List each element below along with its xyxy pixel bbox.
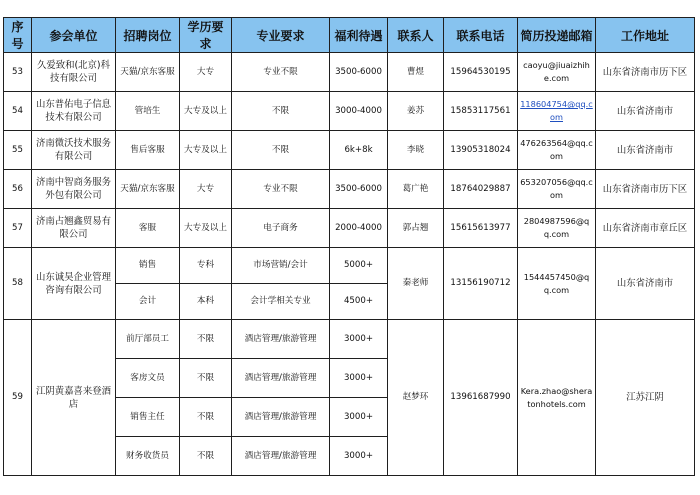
- contact-person: 赵梦环: [388, 320, 444, 476]
- job-title: 前厅部员工: [116, 320, 180, 359]
- contact-person: 曹煜: [388, 53, 444, 92]
- pay: 3000+: [330, 398, 388, 437]
- pay: 5000+: [330, 248, 388, 284]
- education: 专科: [180, 248, 232, 284]
- contact-person: 秦老师: [388, 248, 444, 320]
- pay: 6k+8k: [330, 131, 388, 170]
- education: 本科: [180, 284, 232, 320]
- job-title: 销售: [116, 248, 180, 284]
- company-name: 济南微沃技术服务有限公司: [32, 131, 116, 170]
- company-name: 济南占翘鑫贸易有限公司: [32, 209, 116, 248]
- major: 酒店管理/旅游管理: [232, 359, 330, 398]
- phone: 18764029887: [444, 170, 518, 209]
- job-title: 客服: [116, 209, 180, 248]
- education: 不限: [180, 437, 232, 476]
- company-name: 山东诚昊企业管理咨询有限公司: [32, 248, 116, 320]
- phone: 15964530195: [444, 53, 518, 92]
- address: 江苏江阴: [596, 320, 695, 476]
- email: caoyu@jiuaizhihe.com: [518, 53, 596, 92]
- address: 山东省济南市历下区: [596, 170, 695, 209]
- education: 不限: [180, 320, 232, 359]
- col-header-no: 序号: [4, 18, 32, 53]
- pay: 2000-4000: [330, 209, 388, 248]
- job-title: 客房文员: [116, 359, 180, 398]
- education: 不限: [180, 359, 232, 398]
- pay: 4500+: [330, 284, 388, 320]
- major: 不限: [232, 92, 330, 131]
- major: 酒店管理/旅游管理: [232, 437, 330, 476]
- major: 酒店管理/旅游管理: [232, 320, 330, 359]
- job-title: 财务收货员: [116, 437, 180, 476]
- job-title: 售后客服: [116, 131, 180, 170]
- table-row: [4, 53, 695, 92]
- header-row: [4, 18, 695, 53]
- row-number: 53: [4, 53, 32, 92]
- company-name: 久爱致和(北京)科技有限公司: [32, 53, 116, 92]
- phone: 13905318024: [444, 131, 518, 170]
- contact-person: 葛广艳: [388, 170, 444, 209]
- education: 不限: [180, 398, 232, 437]
- table-row: [4, 248, 695, 284]
- job-title: 天猫/京东客服: [116, 170, 180, 209]
- row-number: 59: [4, 320, 32, 476]
- pay: 3000+: [330, 320, 388, 359]
- contact-person: 姜苏: [388, 92, 444, 131]
- pay: 3000-4000: [330, 92, 388, 131]
- contact-person: 郭占翘: [388, 209, 444, 248]
- col-header-position: 招聘岗位: [116, 18, 180, 53]
- row-number: 54: [4, 92, 32, 131]
- email: Kera.zhao@sheratonhotels.com: [518, 320, 596, 476]
- col-header-contact: 联系人: [388, 18, 444, 53]
- col-header-pay: 福利待遇: [330, 18, 388, 53]
- contact-person: 李晓: [388, 131, 444, 170]
- address: 山东省济南市: [596, 92, 695, 131]
- major: 专业不限: [232, 53, 330, 92]
- email: 2804987596@qq.com: [518, 209, 596, 248]
- pay: 3000+: [330, 359, 388, 398]
- table-row: [4, 320, 695, 359]
- address: 山东省济南市: [596, 248, 695, 320]
- major: 市场营销/会计: [232, 248, 330, 284]
- company-name: 山东普佑电子信息技术有限公司: [32, 92, 116, 131]
- education: 大专: [180, 170, 232, 209]
- row-number: 56: [4, 170, 32, 209]
- col-header-unit: 参会单位: [32, 18, 116, 53]
- company-name: 江阴黄嘉喜来登酒店: [32, 320, 116, 476]
- major: 专业不限: [232, 170, 330, 209]
- job-title: 管培生: [116, 92, 180, 131]
- address: 山东省济南市: [596, 131, 695, 170]
- email: 653207056@qq.com: [518, 170, 596, 209]
- address: 山东省济南市章丘区: [596, 209, 695, 248]
- pay: 3500-6000: [330, 170, 388, 209]
- address: 山东省济南市历下区: [596, 53, 695, 92]
- col-header-major: 专业要求: [232, 18, 330, 53]
- phone: 15615613977: [444, 209, 518, 248]
- email: 1544457450@qq.com: [518, 248, 596, 320]
- phone: 13961687990: [444, 320, 518, 476]
- col-header-email: 简历投递邮箱: [518, 18, 596, 53]
- row-number: 57: [4, 209, 32, 248]
- company-name: 济南中智商务服务外包有限公司: [32, 170, 116, 209]
- phone: 13156190712: [444, 248, 518, 320]
- major: 电子商务: [232, 209, 330, 248]
- email: 476263564@qq.com: [518, 131, 596, 170]
- job-title: 销售主任: [116, 398, 180, 437]
- phone: 15853117561: [444, 92, 518, 131]
- major: 酒店管理/旅游管理: [232, 398, 330, 437]
- table-row: [4, 92, 695, 131]
- table-row: [4, 170, 695, 209]
- education: 大专及以上: [180, 131, 232, 170]
- pay: 3500-6000: [330, 53, 388, 92]
- job-fair-table: [3, 17, 695, 476]
- major: 会计学相关专业: [232, 284, 330, 320]
- table-row: [4, 209, 695, 248]
- job-title: 会计: [116, 284, 180, 320]
- pay: 3000+: [330, 437, 388, 476]
- education: 大专及以上: [180, 209, 232, 248]
- education: 大专及以上: [180, 92, 232, 131]
- table-row: [4, 131, 695, 170]
- major: 不限: [232, 131, 330, 170]
- row-number: 58: [4, 248, 32, 320]
- email-link[interactable]: 118604754@qq.com: [518, 92, 596, 131]
- job-title: 天猫/京东客服: [116, 53, 180, 92]
- row-number: 55: [4, 131, 32, 170]
- education: 大专: [180, 53, 232, 92]
- col-header-address: 工作地址: [596, 18, 695, 53]
- col-header-phone: 联系电话: [444, 18, 518, 53]
- col-header-education: 学历要求: [180, 18, 232, 53]
